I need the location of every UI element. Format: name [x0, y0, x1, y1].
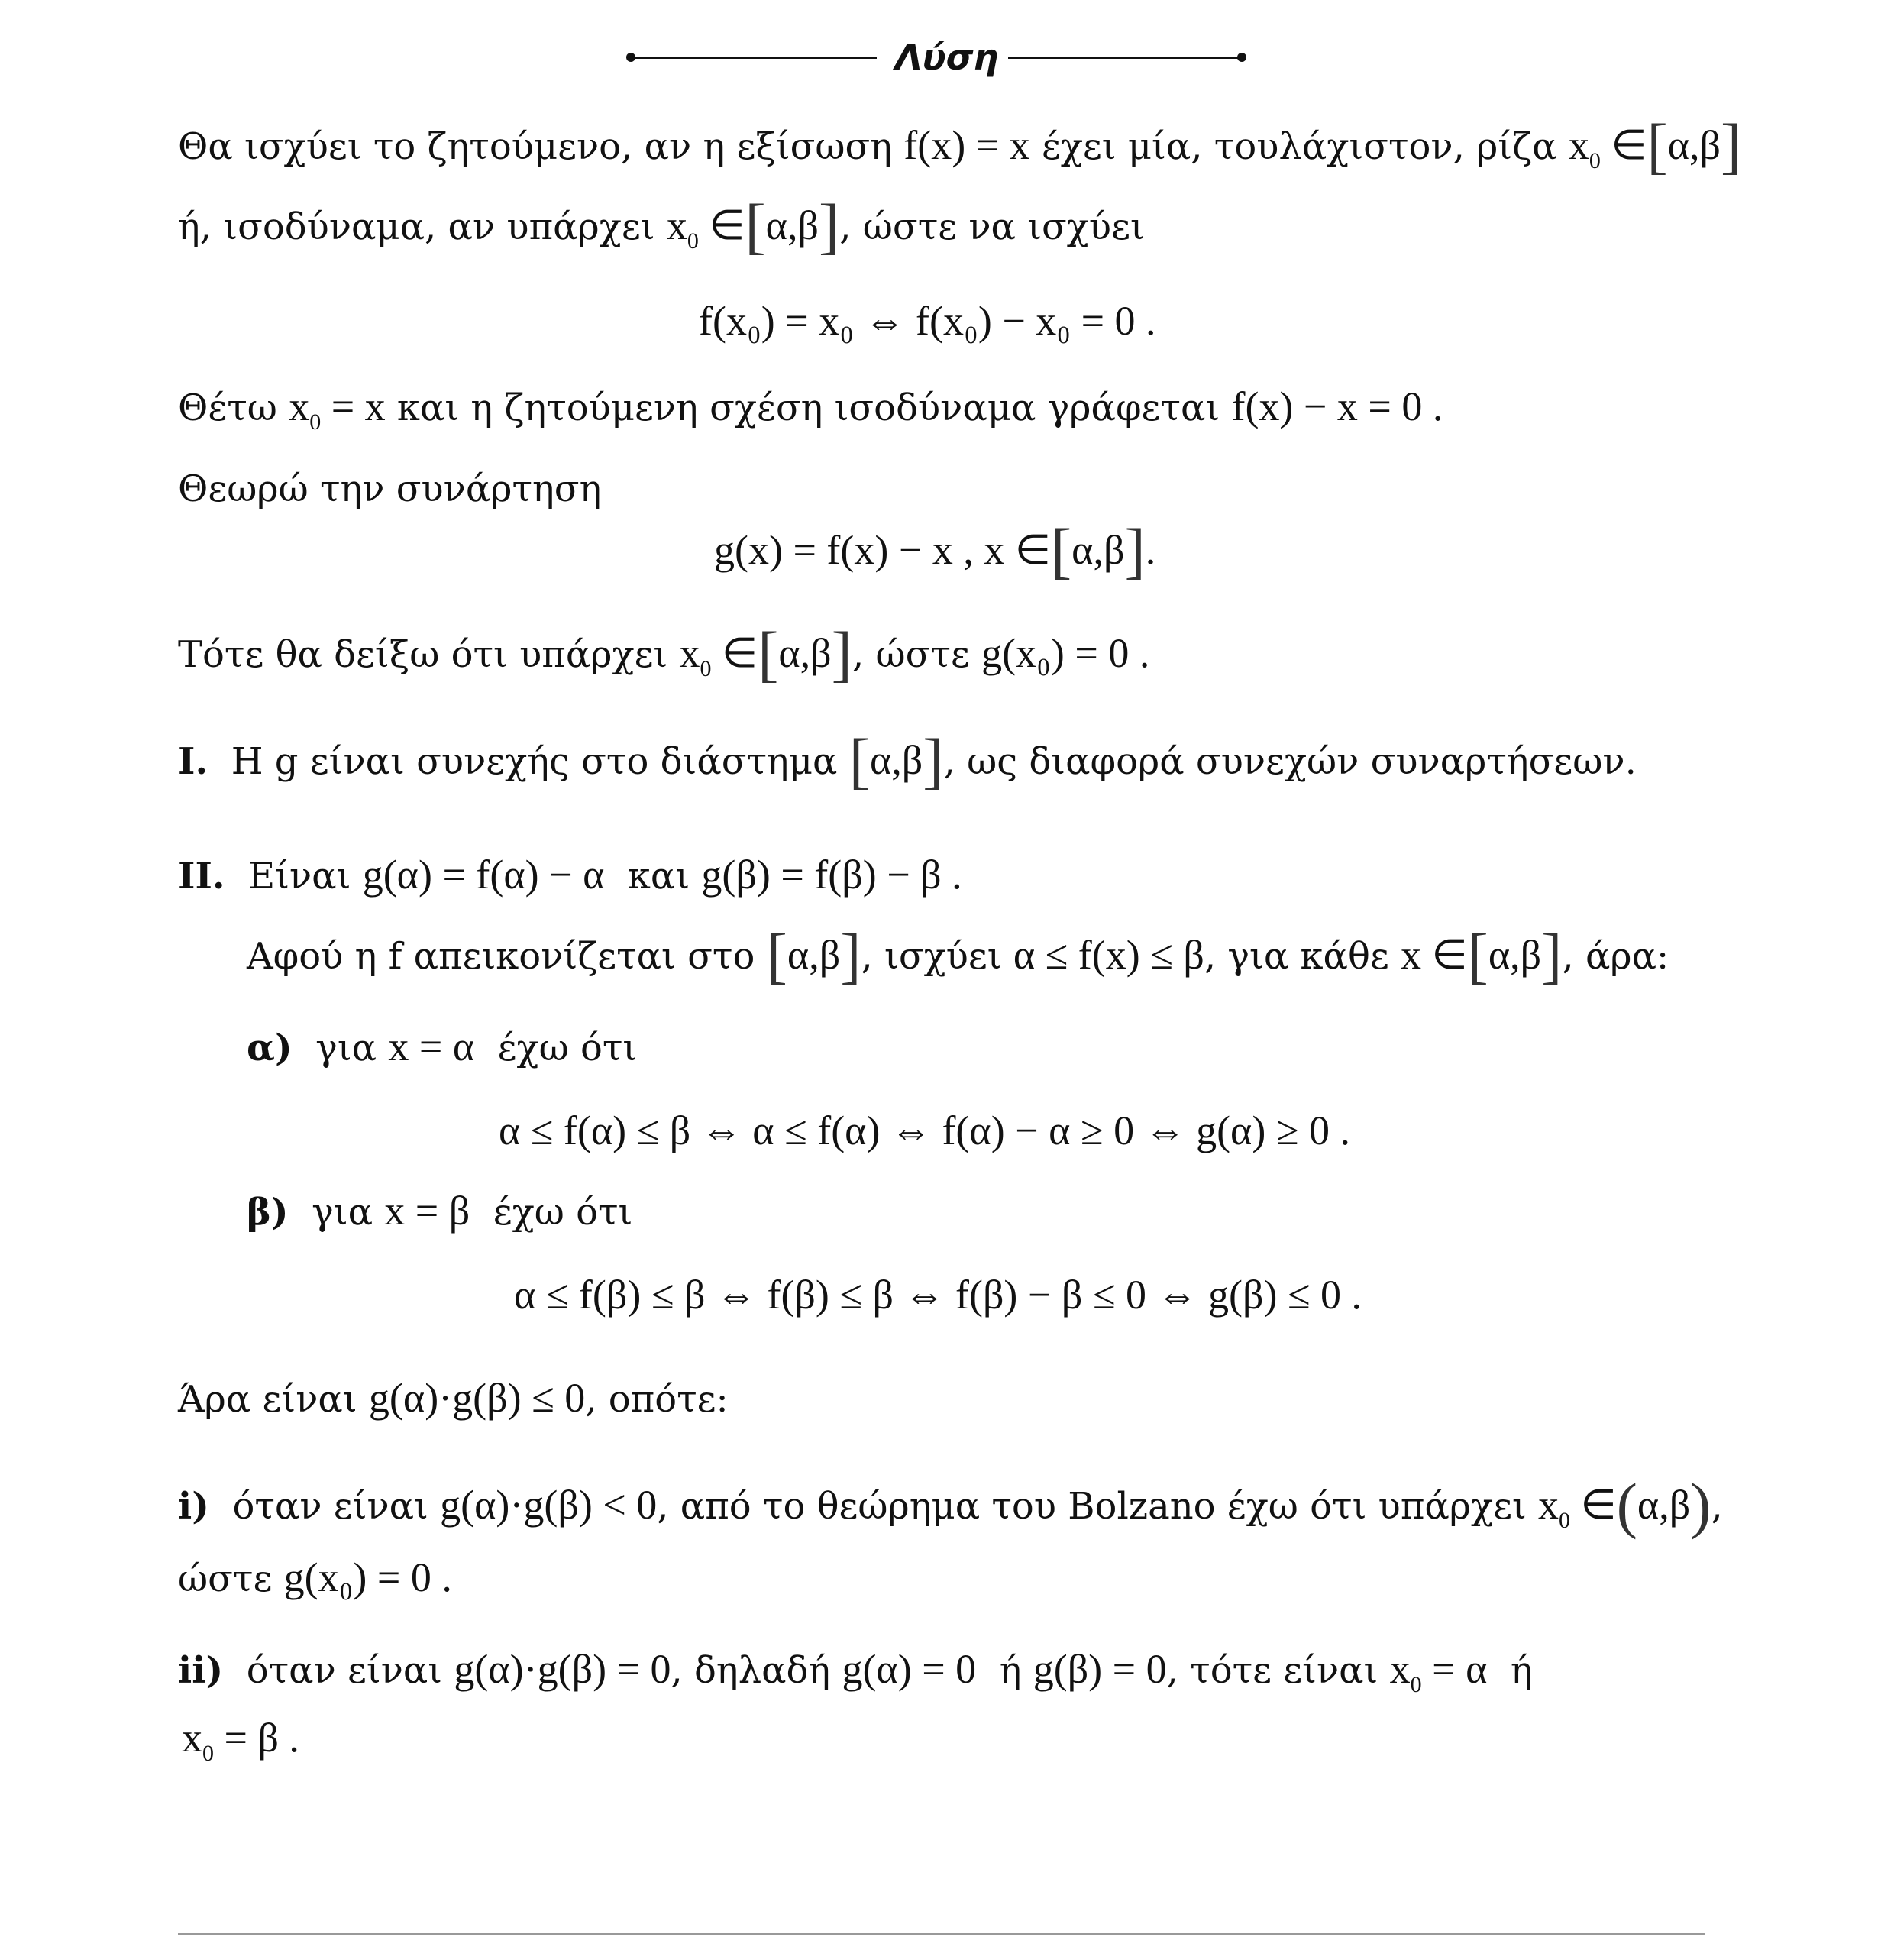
case-i-line-1: i) όταν είναι g(α)·g(β) < 0, από το θεώρημα του Bolzano έχω ότι υπάρχει $x_0$ ∈(α,β), — [178, 1470, 1723, 1540]
intro-line-1: Θα ισχύει το ζητούμενο, αν η εξίσωση f(x) = x έχει μία, τουλάχιστον, ρίζα $x_0$ ∈[α,β] — [178, 111, 1742, 180]
intro-line-2: ή, ισοδύναμα, αν υπάρχει $x_0$ ∈[α,β], ώστε να ισχύει — [178, 191, 1145, 260]
product-conclusion: Άρα είναι g(α)·g(β) ≤ 0, οπότε: — [178, 1375, 729, 1421]
rule-dot-right — [1237, 53, 1246, 62]
case-beta-intro: β) για x = β έχω ότι — [247, 1188, 633, 1234]
step-2-values: II. Είναι g(α) = f(α) − α και g(β) = f(β) − β . — [178, 852, 962, 898]
page-bottom-rule — [178, 1933, 1705, 1935]
case-ii-line-1: ii) όταν είναι g(α)·g(β) = 0, δηλαδή g(α) = 0 ή g(β) = 0, τότε είναι $x_0 = \alpha$ ή — [178, 1646, 1533, 1697]
case-alpha-intro: α) για x = α έχω ότι — [247, 1024, 638, 1069]
step-1-continuity: I. Η g είναι συνεχής στο διάστημα [α,β], ως διαφορά συνεχών συναρτήσεων. — [178, 726, 1637, 795]
solution-header — [626, 31, 1252, 84]
case-alpha-chain: α ≤ f(α) ≤ β ⇔ α ≤ f(α) ⇔ f(α) − α ≥ 0 ⇔ g(α) ≥ 0 . — [499, 1108, 1350, 1153]
case-ii-line-2: $x_0 = \beta$ . — [182, 1715, 299, 1766]
case-i-line-2: ώστε g(x₀) = 0 . — [178, 1554, 452, 1600]
case-beta-chain: α ≤ f(β) ≤ β ⇔ f(β) ≤ β ⇔ f(β) − β ≤ 0 ⇔ g(β) ≤ 0 . — [514, 1272, 1362, 1318]
consider-function-line: Θεωρώ την συνάρτηση — [178, 467, 602, 510]
rule-right — [1008, 57, 1242, 59]
goal-line: Τότε θα δείξω ότι υπάρχει $x_0$ ∈[α,β], ώστε g(x₀) = 0 . — [178, 619, 1150, 688]
step-2-range-line: Αφού η f απεικονίζεται στο [α,β], ισχύει α ≤ f(x) ≤ β, για κάθε x ∈[α,β], άρα: — [247, 920, 1669, 990]
g-definition: g(x) = f(x) − x , x ∈[α,β]. — [714, 516, 1156, 585]
rule-left — [634, 57, 877, 59]
solution-title: Λύση — [895, 37, 999, 78]
equation-fixed-point: f(x₀) = x₀ ⇔ f(x₀) − x₀ = 0 . — [699, 298, 1156, 344]
substitution-line: Θέτω $x_0 = x$ και η ζητούμενη σχέση ισοδύναμα γράφεται f(x) − x = 0 . — [178, 383, 1443, 435]
